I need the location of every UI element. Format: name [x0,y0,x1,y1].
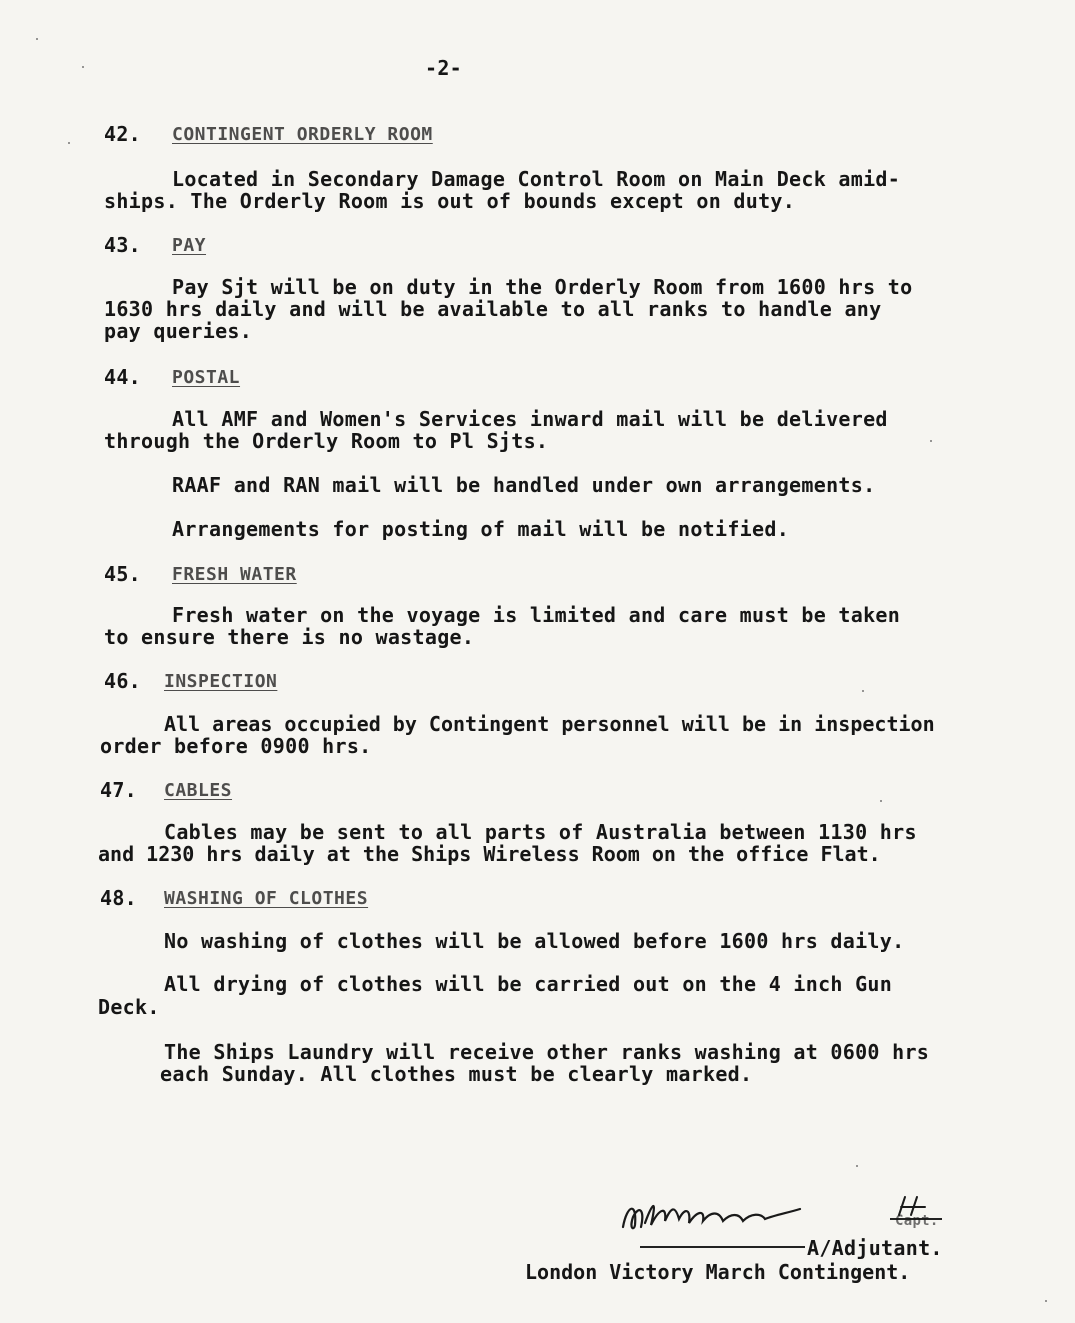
signature-line [640,1246,805,1248]
paragraph-line: RAAF and RAN mail will be handled under own arrangements. [172,473,876,497]
paragraph-line: to ensure there is no wastage. [104,625,475,649]
section-heading: WASHING OF CLOTHES [164,888,369,909]
handwritten-signature [615,1195,815,1240]
paragraph-line: All areas occupied by Contingent personnel will be in inspection [164,712,935,736]
scan-speck [82,66,84,68]
section-heading: FRESH WATER [172,564,297,585]
paragraph-line: pay queries. [104,319,253,343]
signatory-title: A/Adjutant. [807,1236,943,1260]
paragraph-line: Fresh water on the voyage is limited and care must be taken [172,603,901,627]
paragraph-line: All AMF and Women's Services inward mail will be delivered [172,407,888,431]
rank-abbreviation: Capt. [895,1213,939,1229]
paragraph-line: Deck. [98,995,160,1019]
paragraph-line: The Ships Laundry will receive other ranks washing at 0600 hrs [164,1040,930,1064]
section-number: 46. [104,669,142,693]
scan-speck [856,1165,858,1167]
section-heading: POSTAL [172,367,241,388]
paragraph-line: through the Orderly Room to Pl Sjts. [104,429,549,453]
paragraph-line: Arrangements for posting of mail will be notified. [172,517,790,541]
paragraph-line: ships. The Orderly Room is out of bounds except on duty. [104,189,796,213]
page-number: -2- [425,56,463,80]
section-heading: CONTINGENT ORDERLY ROOM [172,124,433,145]
section-number: 43. [104,233,142,257]
scan-speck [68,142,70,144]
section-number: 42. [104,122,142,146]
paragraph-line: No washing of clothes will be allowed before 1600 hrs daily. [164,929,905,953]
scan-speck [930,440,932,442]
section-heading: INSPECTION [164,671,278,692]
paragraph-line: each Sunday. All clothes must be clearly marked. [160,1062,753,1086]
paragraph-line: order before 0900 hrs. [100,734,372,758]
signatory-unit: London Victory March Contingent. [525,1260,911,1284]
section-number: 48. [100,886,138,910]
paragraph-line: Cables may be sent to all parts of Australia between 1130 hrs [164,820,917,844]
section-number: 47. [100,778,138,802]
paragraph-line: Located in Secondary Damage Control Room on Main Deck amid- [172,167,901,191]
section-number: 45. [104,562,142,586]
paragraph-line: All drying of clothes will be carried out on the 4 inch Gun [164,972,893,996]
section-number: 44. [104,365,142,389]
scan-speck [880,800,882,802]
section-heading: PAY [172,235,207,256]
scan-speck [36,38,38,40]
scan-speck [862,690,864,692]
paragraph-line: and 1230 hrs daily at the Ships Wireless Room on the office Flat. [98,842,881,866]
scan-speck [1045,1300,1047,1302]
paragraph-line: Pay Sjt will be on duty in the Orderly Room from 1600 hrs to [172,275,913,299]
paragraph-line: 1630 hrs daily and will be available to all ranks to handle any [104,297,882,321]
section-heading: CABLES [164,780,233,801]
